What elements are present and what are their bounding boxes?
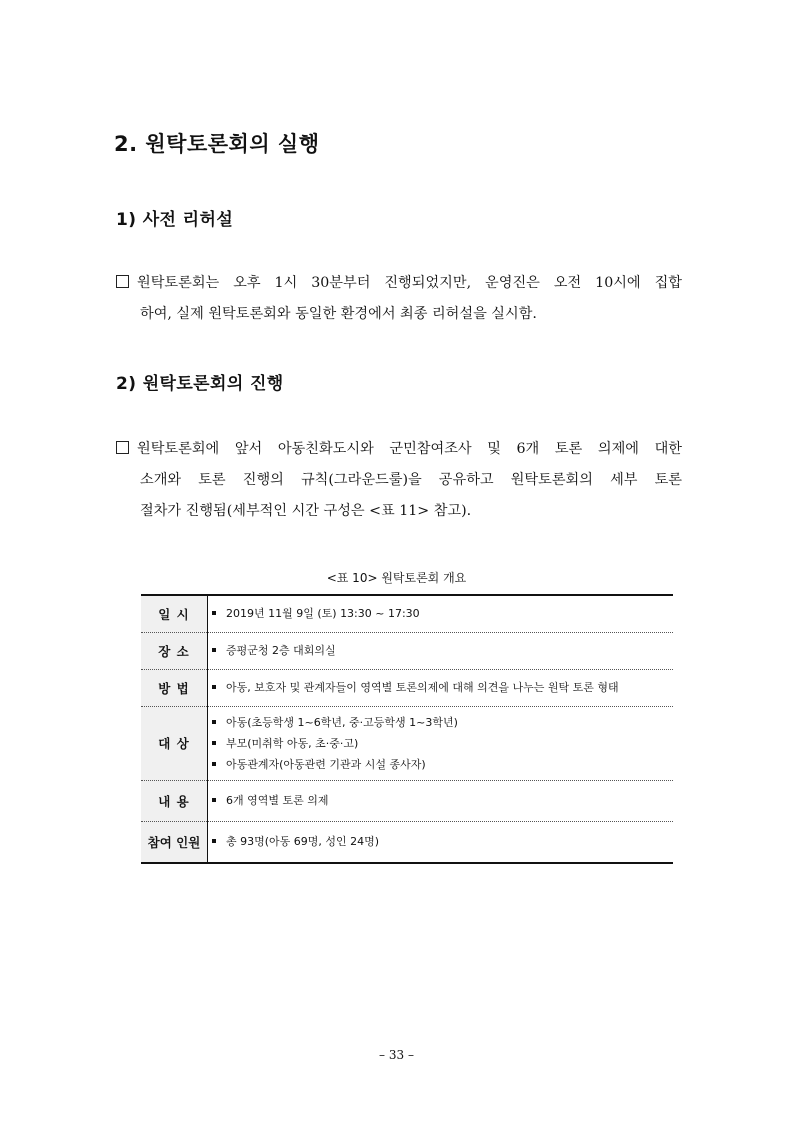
paragraph-line (116, 434, 682, 465)
row-label: 장 소 (141, 632, 208, 669)
item-text: 부모(미취학 아동, 초·중·고) (226, 736, 359, 750)
table-row (141, 595, 673, 632)
paragraph-line (116, 268, 682, 299)
subsection-title-rehearsal: 1) 사전 리허설 (116, 210, 234, 230)
list-item (212, 712, 673, 733)
list-item (212, 754, 673, 775)
table-row (141, 821, 673, 863)
page-number: – 33 – (379, 1048, 414, 1062)
bullet-icon (212, 720, 216, 724)
row-content (208, 669, 674, 706)
paragraph-line: 소개와 토론 진행의 규칙(그라운드룰)을 공유하고 원탁토론회의 세부 토론 (140, 472, 682, 488)
list-item (212, 604, 673, 624)
paragraph-text: 원탁토론회는 오후 1시 30분부터 진행되었지만, 운영진은 오전 10시에 집합 (137, 275, 682, 291)
item-text: 6개 영역별 토론 의제 (226, 793, 329, 807)
section-title: 2. 원탁토론회의 실행 (114, 132, 320, 156)
bullet-icon (212, 762, 216, 766)
paragraph-proceeding (116, 434, 682, 527)
row-content (208, 595, 674, 632)
paragraph-rehearsal (116, 268, 682, 330)
table-row (141, 780, 673, 821)
bullet-icon (212, 839, 216, 843)
overview-table (141, 594, 673, 864)
paragraph-line: 절차가 진행됨(세부적인 시간 구성은 <표 11> 참고). (140, 503, 472, 519)
list-item (212, 791, 673, 811)
table-row (141, 632, 673, 669)
bullet-icon (212, 611, 216, 615)
row-label: 일 시 (141, 595, 208, 632)
list-item (212, 641, 673, 661)
bullet-icon (212, 741, 216, 745)
bullet-icon (212, 798, 216, 802)
checkbox-icon (116, 275, 129, 288)
bullet-icon (212, 685, 216, 689)
checkbox-icon (116, 441, 129, 454)
row-label: 내 용 (141, 780, 208, 821)
row-content (208, 632, 674, 669)
list-item (212, 678, 673, 698)
table-row (141, 669, 673, 706)
row-content (208, 780, 674, 821)
row-content (208, 706, 674, 780)
paragraph-text: 원탁토론회에 앞서 아동친화도시와 군민참여조사 및 6개 토론 의제에 대한 (137, 441, 682, 457)
item-text: 증평군청 2층 대회의실 (226, 643, 336, 657)
bullet-icon (212, 648, 216, 652)
row-label: 방 법 (141, 669, 208, 706)
item-text: 아동(초등학생 1~6학년, 중·고등학생 1~3학년) (226, 715, 458, 729)
item-text: 아동, 보호자 및 관계자들이 영역별 토론의제에 대해 의견을 나누는 원탁 토론 형태 (226, 680, 619, 694)
row-label: 참여 인원 (141, 821, 208, 863)
paragraph-line: 하여, 실제 원탁토론회와 동일한 환경에서 최종 리허설을 실시함. (140, 306, 537, 322)
row-label: 대 상 (141, 706, 208, 780)
table-row (141, 706, 673, 780)
item-text: 아동관계자(아동관련 기관과 시설 종사자) (226, 757, 426, 771)
list-item (212, 832, 673, 852)
table-caption: <표 10> 원탁토론회 개요 (326, 571, 467, 585)
subsection-title-proceeding: 2) 원탁토론회의 진행 (116, 374, 284, 394)
row-content (208, 821, 674, 863)
item-text: 2019년 11월 9일 (토) 13:30 ~ 17:30 (226, 606, 420, 620)
list-item (212, 733, 673, 754)
item-text: 총 93명(아동 69명, 성인 24명) (226, 834, 380, 848)
